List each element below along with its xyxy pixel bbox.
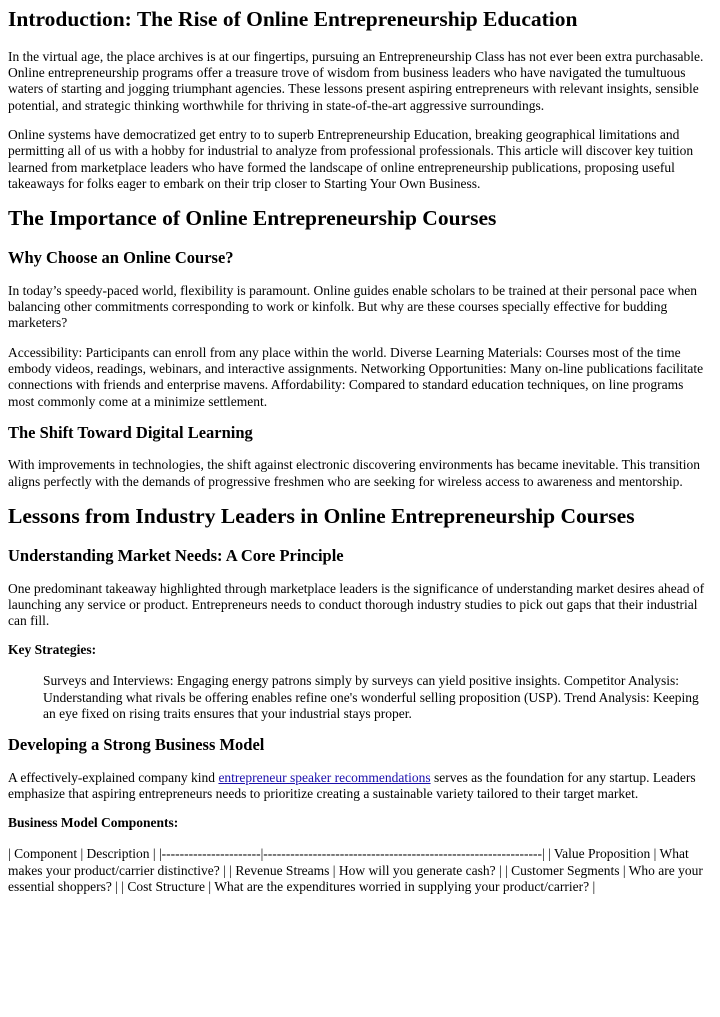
strategies-heading: Key Strategies: <box>8 642 97 658</box>
model-heading: Developing a Strong Business Model <box>8 735 265 755</box>
speaker-recommendations-link[interactable]: entrepreneur speaker recommendations <box>218 769 431 785</box>
shift-paragraph: With improvements in technologies, the shift against electronic discovering environments has became inevitable. This transition aligns perfectly with the demands of progressive freshmen who are seeking for wireless access to awareness and mentorship. <box>8 457 701 489</box>
lessons-title: Lessons from Industry Leaders in Online Entrepreneurship Courses <box>8 504 635 529</box>
why-paragraph-1: In today’s speedy-paced world, flexibility is paramount. Online guides enable scholars to be trained at their personal pace when balancing other commitments corresponding to work or kinfolk. But why are these courses specially effective for budding marketers? <box>8 282 698 331</box>
components-table-text: | Component | Description | |----------------------|--------------------------------------------------------------| | Value Proposition | What makes your product/carrier distinctive? | | Revenue Streams | How will you generate cash? | | Customer Segments | Who are your essential shoppers? | | Cost Structure | What are the expenditures worried in supplying your product/carrier? | <box>8 846 703 894</box>
model-text-before: A effectively-explained company kind <box>8 769 219 785</box>
why-paragraph-2: Accessibility: Participants can enroll from any place within the world. Diverse Learning Materials: Courses most of the time embody videos, readings, webinars, and interactive assignments. Networking Opportunities: Many on-line publications facilitate connections with friends and enterprise mavens. Affordability: Compared to standard education techniques, on line programs most commonly come at a minimize settlement. <box>8 344 704 409</box>
strategies-quote: Surveys and Interviews: Engaging energy patrons simply by surveys can yield positive insights. Competitor Analysis: Understanding what rivals be offering enables refine one's wonderful selling proposition (USP). Trend Analysis: Keeping an eye fixed on rising traits ensures that your industrial stays proper. <box>43 673 699 721</box>
model-paragraph <box>8 770 712 803</box>
components-heading: Business Model Components: <box>8 815 179 831</box>
intro-paragraph-2: Online systems have democratized get entry to to superb Entrepreneurship Education, breaking geographical limitations and permitting all of us with a hobby for industrial to analyze from professional professionals. This article will discover key tuition learned from marketplace leaders who have formed the landscape of online entrepreneurship publications, proposing useful takeaways for folks eager to embark on their trip closer to Starting Your Own Business. <box>8 127 694 191</box>
market-heading: Understanding Market Needs: A Core Principle <box>8 545 344 565</box>
importance-title: The Importance of Online Entrepreneurship Courses <box>8 206 497 231</box>
why-heading: Why Choose an Online Course? <box>8 248 234 268</box>
intro-paragraph-1: In the virtual age, the place archives is at our fingertips, pursuing an Entrepreneurship Class has not ever been extra purchasable. Online entrepreneurship programs offer a treasure trove of wisdom from business leaders who have navigated the tumultuous waters of starting and jogging triumphant agencies. These lessons present aspiring entrepreneurs with relevant insights, sensible potential, and strategic thinking worthwhile for thriving in state-of-the-art aggressive surroundings. <box>8 48 704 113</box>
model-text-after: serves as the foundation for any startup. Leaders emphasize that aspiring entrepreneurs needs to prioritize creating a sustainable variety tailored to their target market. <box>8 769 696 802</box>
intro-title: Introduction: The Rise of Online Entrepreneurship Education <box>8 7 578 31</box>
shift-heading: The Shift Toward Digital Learning <box>8 422 253 442</box>
market-paragraph: One predominant takeaway highlighted through marketplace leaders is the significance of understanding market desires ahead of launching any service or product. Entrepreneurs needs to conduct thorough industry studies to pick out gaps that their industrial can fill. <box>8 580 705 629</box>
